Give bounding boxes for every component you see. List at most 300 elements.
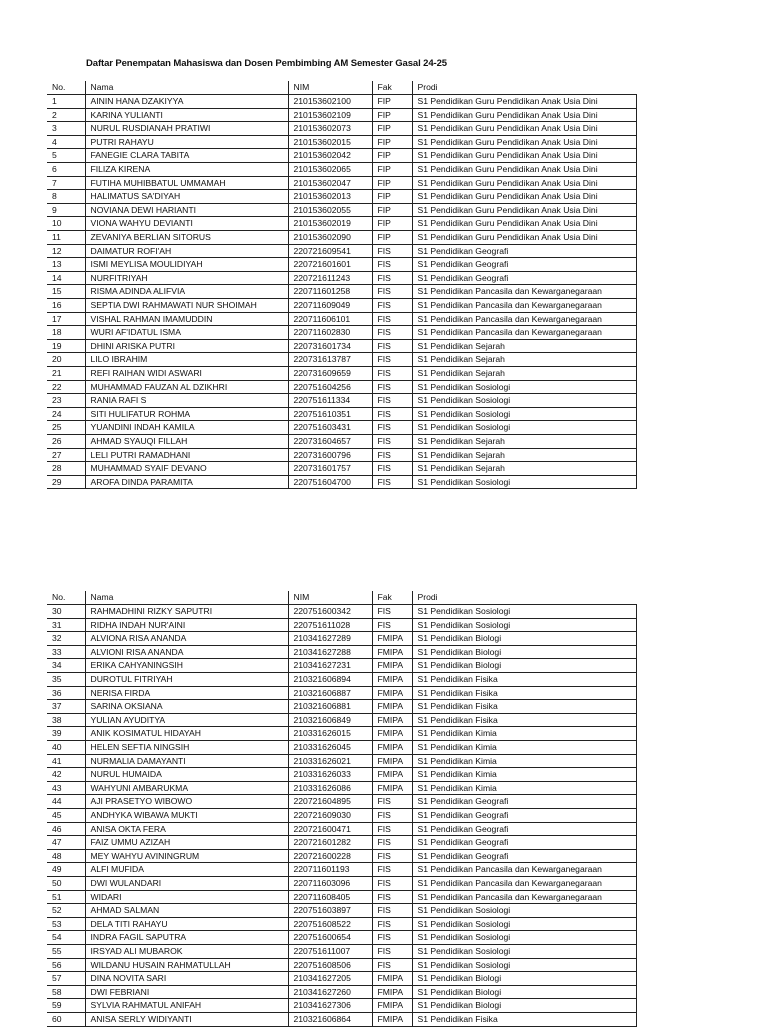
table-header-row <box>47 81 636 95</box>
header-nama: Nama <box>85 591 288 605</box>
cell-nama: VISHAL RAHMAN IMAMUDDIN <box>85 312 288 326</box>
table-row <box>47 645 636 659</box>
cell-nim: 220751600654 <box>288 931 372 945</box>
cell-nama: YULIAN AYUDITYA <box>85 713 288 727</box>
table-row <box>47 176 636 190</box>
cell-nim: 220751604256 <box>288 380 372 394</box>
table-row <box>47 285 636 299</box>
cell-prodi: S1 Pendidikan Sejarah <box>412 353 636 367</box>
table-row <box>47 632 636 646</box>
cell-nim: 220731601734 <box>288 339 372 353</box>
cell-prodi: S1 Pendidikan Fisika <box>412 1012 636 1026</box>
cell-prodi: S1 Pendidikan Biologi <box>412 645 636 659</box>
cell-no: 17 <box>47 312 85 326</box>
cell-nim: 220731613787 <box>288 353 372 367</box>
cell-fak: FMIPA <box>372 659 412 673</box>
table-row <box>47 985 636 999</box>
cell-no: 28 <box>47 462 85 476</box>
cell-no: 12 <box>47 244 85 258</box>
cell-fak: FIS <box>372 605 412 619</box>
cell-no: 55 <box>47 944 85 958</box>
cell-nama: SYLVIA RAHMATUL ANIFAH <box>85 999 288 1013</box>
cell-nim: 210153602109 <box>288 108 372 122</box>
cell-no: 47 <box>47 836 85 850</box>
cell-nim: 220751603431 <box>288 421 372 435</box>
placement-table-1 <box>47 81 637 489</box>
cell-prodi: S1 Pendidikan Sosiologi <box>412 917 636 931</box>
table-row <box>47 713 636 727</box>
cell-fak: FIS <box>372 380 412 394</box>
cell-no: 57 <box>47 972 85 986</box>
cell-fak: FIP <box>372 135 412 149</box>
table-row <box>47 135 636 149</box>
cell-nim: 210153602042 <box>288 149 372 163</box>
cell-no: 41 <box>47 754 85 768</box>
cell-no: 35 <box>47 673 85 687</box>
cell-prodi: S1 Pendidikan Sosiologi <box>412 407 636 421</box>
cell-fak: FIP <box>372 149 412 163</box>
table-row <box>47 673 636 687</box>
cell-nama: INDRA FAGIL SAPUTRA <box>85 931 288 945</box>
cell-no: 27 <box>47 448 85 462</box>
cell-nim: 210331626045 <box>288 741 372 755</box>
cell-no: 48 <box>47 849 85 863</box>
cell-nim: 210331626015 <box>288 727 372 741</box>
cell-nama: RAHMADHINI RIZKY SAPUTRI <box>85 605 288 619</box>
cell-no: 18 <box>47 326 85 340</box>
cell-fak: FIS <box>372 931 412 945</box>
table-row <box>47 917 636 931</box>
table-row <box>47 659 636 673</box>
cell-fak: FIS <box>372 849 412 863</box>
cell-fak: FIS <box>372 353 412 367</box>
table-row <box>47 849 636 863</box>
cell-nama: SEPTIA DWI RAHMAWATI NUR SHOIMAH <box>85 299 288 313</box>
cell-nim: 220721609030 <box>288 809 372 823</box>
cell-no: 38 <box>47 713 85 727</box>
table-row <box>47 122 636 136</box>
cell-nim: 220711602830 <box>288 326 372 340</box>
cell-no: 49 <box>47 863 85 877</box>
cell-fak: FIS <box>372 876 412 890</box>
table-row <box>47 822 636 836</box>
cell-prodi: S1 Pendidikan Guru Pendidikan Anak Usia Dini <box>412 95 636 109</box>
cell-nim: 210153602015 <box>288 135 372 149</box>
cell-no: 37 <box>47 700 85 714</box>
cell-fak: FIS <box>372 421 412 435</box>
cell-no: 58 <box>47 985 85 999</box>
table-row <box>47 686 636 700</box>
cell-prodi: S1 Pendidikan Sejarah <box>412 434 636 448</box>
cell-fak: FIS <box>372 434 412 448</box>
cell-no: 11 <box>47 231 85 245</box>
cell-prodi: S1 Pendidikan Kimia <box>412 741 636 755</box>
cell-nim: 210153602013 <box>288 190 372 204</box>
cell-nama: LILO IBRAHIM <box>85 353 288 367</box>
cell-prodi: S1 Pendidikan Kimia <box>412 768 636 782</box>
cell-fak: FIS <box>372 958 412 972</box>
cell-prodi: S1 Pendidikan Guru Pendidikan Anak Usia Dini <box>412 108 636 122</box>
cell-fak: FIS <box>372 475 412 489</box>
cell-fak: FMIPA <box>372 754 412 768</box>
cell-nim: 210341627289 <box>288 632 372 646</box>
cell-no: 1 <box>47 95 85 109</box>
cell-fak: FMIPA <box>372 999 412 1013</box>
cell-nim: 210341627231 <box>288 659 372 673</box>
cell-no: 34 <box>47 659 85 673</box>
cell-nama: RIDHA INDAH NUR'AINI <box>85 618 288 632</box>
cell-nim: 210321606894 <box>288 673 372 687</box>
cell-nama: WAHYUNI AMBARUKMA <box>85 781 288 795</box>
cell-prodi: S1 Pendidikan Biologi <box>412 972 636 986</box>
table-row <box>47 618 636 632</box>
cell-fak: FIS <box>372 407 412 421</box>
cell-nama: WILDANU HUSAIN RAHMATULLAH <box>85 958 288 972</box>
cell-fak: FIS <box>372 312 412 326</box>
cell-prodi: S1 Pendidikan Sosiologi <box>412 380 636 394</box>
cell-nim: 220721609541 <box>288 244 372 258</box>
cell-nama: DINA NOVITA SARI <box>85 972 288 986</box>
cell-fak: FMIPA <box>372 781 412 795</box>
cell-fak: FIP <box>372 95 412 109</box>
table-row <box>47 217 636 231</box>
cell-nim: 210153602047 <box>288 176 372 190</box>
cell-no: 14 <box>47 271 85 285</box>
cell-nim: 210153602065 <box>288 163 372 177</box>
cell-nama: PUTRI RAHAYU <box>85 135 288 149</box>
cell-fak: FIP <box>372 163 412 177</box>
cell-prodi: S1 Pendidikan Sejarah <box>412 462 636 476</box>
table-row <box>47 809 636 823</box>
cell-prodi: S1 Pendidikan Biologi <box>412 985 636 999</box>
cell-nim: 220731600796 <box>288 448 372 462</box>
cell-prodi: S1 Pendidikan Pancasila dan Kewarganegaraan <box>412 326 636 340</box>
cell-prodi: S1 Pendidikan Geografi <box>412 271 636 285</box>
cell-prodi: S1 Pendidikan Sejarah <box>412 448 636 462</box>
cell-fak: FIS <box>372 258 412 272</box>
header-prodi: Prodi <box>412 591 636 605</box>
cell-prodi: S1 Pendidikan Pancasila dan Kewarganegaraan <box>412 285 636 299</box>
table-row <box>47 326 636 340</box>
cell-prodi: S1 Pendidikan Pancasila dan Kewarganegaraan <box>412 890 636 904</box>
cell-prodi: S1 Pendidikan Sosiologi <box>412 618 636 632</box>
cell-fak: FMIPA <box>372 645 412 659</box>
header-fak: Fak <box>372 591 412 605</box>
cell-nama: RANIA RAFI S <box>85 394 288 408</box>
cell-prodi: S1 Pendidikan Biologi <box>412 659 636 673</box>
table-row <box>47 163 636 177</box>
cell-fak: FIS <box>372 366 412 380</box>
cell-no: 19 <box>47 339 85 353</box>
cell-prodi: S1 Pendidikan Geografi <box>412 836 636 850</box>
cell-fak: FMIPA <box>372 673 412 687</box>
cell-nim: 220711603096 <box>288 876 372 890</box>
cell-no: 31 <box>47 618 85 632</box>
cell-no: 10 <box>47 217 85 231</box>
cell-nim: 220751600342 <box>288 605 372 619</box>
cell-no: 32 <box>47 632 85 646</box>
table-row <box>47 890 636 904</box>
cell-nim: 210153602100 <box>288 95 372 109</box>
cell-nama: HALIMATUS SA'DIYAH <box>85 190 288 204</box>
cell-nim: 220721604895 <box>288 795 372 809</box>
table-row <box>47 299 636 313</box>
cell-fak: FIS <box>372 326 412 340</box>
cell-fak: FMIPA <box>372 686 412 700</box>
cell-prodi: S1 Pendidikan Guru Pendidikan Anak Usia Dini <box>412 190 636 204</box>
table-row <box>47 366 636 380</box>
cell-no: 3 <box>47 122 85 136</box>
cell-fak: FMIPA <box>372 700 412 714</box>
header-fak: Fak <box>372 81 412 95</box>
cell-fak: FIP <box>372 217 412 231</box>
cell-nim: 220751603897 <box>288 904 372 918</box>
table-row <box>47 434 636 448</box>
cell-fak: FIS <box>372 917 412 931</box>
cell-no: 22 <box>47 380 85 394</box>
header-no: No. <box>47 591 85 605</box>
table-row <box>47 754 636 768</box>
cell-nim: 210341627288 <box>288 645 372 659</box>
cell-nama: REFI RAIHAN WIDI ASWARI <box>85 366 288 380</box>
cell-nama: SITI HULIFATUR ROHMA <box>85 407 288 421</box>
table-row <box>47 271 636 285</box>
cell-no: 23 <box>47 394 85 408</box>
cell-nim: 220711606101 <box>288 312 372 326</box>
cell-nim: 220751611028 <box>288 618 372 632</box>
cell-fak: FIP <box>372 122 412 136</box>
cell-prodi: S1 Pendidikan Guru Pendidikan Anak Usia Dini <box>412 122 636 136</box>
cell-nama: HELEN SEFTIA NINGSIH <box>85 741 288 755</box>
cell-nim: 220711601193 <box>288 863 372 877</box>
cell-prodi: S1 Pendidikan Sosiologi <box>412 944 636 958</box>
cell-fak: FIS <box>372 339 412 353</box>
cell-prodi: S1 Pendidikan Geografi <box>412 258 636 272</box>
cell-nim: 210321606864 <box>288 1012 372 1026</box>
cell-no: 8 <box>47 190 85 204</box>
cell-nim: 220711608405 <box>288 890 372 904</box>
cell-fak: FMIPA <box>372 985 412 999</box>
table-row <box>47 863 636 877</box>
cell-fak: FIS <box>372 890 412 904</box>
cell-nim: 220721600471 <box>288 822 372 836</box>
table-row <box>47 836 636 850</box>
cell-fak: FMIPA <box>372 741 412 755</box>
cell-no: 45 <box>47 809 85 823</box>
document-title: Daftar Penempatan Mahasiswa dan Dosen Pembimbing AM Semester Gasal 24-25 <box>86 58 447 69</box>
cell-prodi: S1 Pendidikan Geografi <box>412 795 636 809</box>
table-row <box>47 244 636 258</box>
cell-nama: ANISA SERLY WIDIYANTI <box>85 1012 288 1026</box>
cell-prodi: S1 Pendidikan Sosiologi <box>412 931 636 945</box>
cell-nama: NURMALIA DAMAYANTI <box>85 754 288 768</box>
cell-nama: WURI AF'IDATUL ISMA <box>85 326 288 340</box>
table-row <box>47 944 636 958</box>
cell-no: 15 <box>47 285 85 299</box>
header-prodi: Prodi <box>412 81 636 95</box>
cell-no: 30 <box>47 605 85 619</box>
cell-nim: 220711601258 <box>288 285 372 299</box>
cell-no: 36 <box>47 686 85 700</box>
cell-no: 53 <box>47 917 85 931</box>
cell-prodi: S1 Pendidikan Geografi <box>412 849 636 863</box>
cell-no: 29 <box>47 475 85 489</box>
cell-no: 56 <box>47 958 85 972</box>
cell-nama: YUANDINI INDAH KAMILA <box>85 421 288 435</box>
cell-nama: MUHAMMAD FAUZAN AL DZIKHRI <box>85 380 288 394</box>
cell-nim: 210341627306 <box>288 999 372 1013</box>
cell-nim: 210341627260 <box>288 985 372 999</box>
cell-no: 7 <box>47 176 85 190</box>
cell-prodi: S1 Pendidikan Biologi <box>412 632 636 646</box>
cell-fak: FIP <box>372 190 412 204</box>
cell-nim: 210153602019 <box>288 217 372 231</box>
cell-nim: 210321606881 <box>288 700 372 714</box>
table-row <box>47 108 636 122</box>
cell-nama: DELA TITI RAHAYU <box>85 917 288 931</box>
table-row <box>47 353 636 367</box>
cell-prodi: S1 Pendidikan Fisika <box>412 673 636 687</box>
cell-nim: 220751610351 <box>288 407 372 421</box>
cell-no: 16 <box>47 299 85 313</box>
table-row <box>47 149 636 163</box>
cell-prodi: S1 Pendidikan Guru Pendidikan Anak Usia Dini <box>412 217 636 231</box>
table-row <box>47 203 636 217</box>
cell-fak: FIS <box>372 271 412 285</box>
cell-fak: FIS <box>372 448 412 462</box>
cell-nama: VIONA WAHYU DEVIANTI <box>85 217 288 231</box>
cell-prodi: S1 Pendidikan Fisika <box>412 700 636 714</box>
cell-no: 51 <box>47 890 85 904</box>
cell-prodi: S1 Pendidikan Geografi <box>412 244 636 258</box>
cell-nim: 220751608522 <box>288 917 372 931</box>
cell-fak: FIS <box>372 618 412 632</box>
table-row <box>47 231 636 245</box>
cell-no: 59 <box>47 999 85 1013</box>
table-row <box>47 727 636 741</box>
cell-nama: FAIZ UMMU AZIZAH <box>85 836 288 850</box>
cell-nama: AJI PRASETYO WIBOWO <box>85 795 288 809</box>
cell-no: 33 <box>47 645 85 659</box>
cell-nama: NERISA FIRDA <box>85 686 288 700</box>
cell-prodi: S1 Pendidikan Pancasila dan Kewarganegaraan <box>412 299 636 313</box>
cell-nim: 220721600228 <box>288 849 372 863</box>
cell-fak: FIS <box>372 394 412 408</box>
cell-nama: ALVIONI RISA ANANDA <box>85 645 288 659</box>
table-row <box>47 312 636 326</box>
cell-prodi: S1 Pendidikan Sosiologi <box>412 394 636 408</box>
cell-nim: 220751604700 <box>288 475 372 489</box>
cell-nama: FILIZA KIRENA <box>85 163 288 177</box>
cell-nama: MEY WAHYU AVININGRUM <box>85 849 288 863</box>
table-row <box>47 407 636 421</box>
cell-nama: AHMAD SYAUQI FILLAH <box>85 434 288 448</box>
cell-fak: FMIPA <box>372 1012 412 1026</box>
cell-nama: SARINA OKSIANA <box>85 700 288 714</box>
cell-fak: FIS <box>372 244 412 258</box>
table-row <box>47 781 636 795</box>
cell-nim: 220721601601 <box>288 258 372 272</box>
cell-nim: 220731601757 <box>288 462 372 476</box>
cell-nama: FANEGIE CLARA TABITA <box>85 149 288 163</box>
cell-nama: DUROTUL FITRIYAH <box>85 673 288 687</box>
table-row <box>47 394 636 408</box>
table-row <box>47 605 636 619</box>
cell-prodi: S1 Pendidikan Guru Pendidikan Anak Usia Dini <box>412 163 636 177</box>
cell-no: 4 <box>47 135 85 149</box>
cell-nim: 210331626086 <box>288 781 372 795</box>
cell-nama: ALVIONA RISA ANANDA <box>85 632 288 646</box>
header-nim: NIM <box>288 591 372 605</box>
cell-fak: FIS <box>372 795 412 809</box>
cell-nama: DWI WULANDARI <box>85 876 288 890</box>
cell-no: 42 <box>47 768 85 782</box>
cell-prodi: S1 Pendidikan Sosiologi <box>412 421 636 435</box>
table-row <box>47 258 636 272</box>
cell-prodi: S1 Pendidikan Sosiologi <box>412 958 636 972</box>
cell-prodi: S1 Pendidikan Guru Pendidikan Anak Usia Dini <box>412 176 636 190</box>
cell-fak: FIS <box>372 822 412 836</box>
cell-nim: 220711609049 <box>288 299 372 313</box>
cell-nim: 220731604657 <box>288 434 372 448</box>
cell-fak: FIS <box>372 299 412 313</box>
table-row <box>47 95 636 109</box>
cell-prodi: S1 Pendidikan Sosiologi <box>412 605 636 619</box>
table-row <box>47 741 636 755</box>
cell-nama: AHMAD SALMAN <box>85 904 288 918</box>
cell-fak: FMIPA <box>372 713 412 727</box>
table-row <box>47 380 636 394</box>
cell-nim: 220721601282 <box>288 836 372 850</box>
table-row <box>47 795 636 809</box>
cell-nama: LELI PUTRI RAMADHANI <box>85 448 288 462</box>
cell-fak: FIP <box>372 203 412 217</box>
cell-prodi: S1 Pendidikan Sosiologi <box>412 475 636 489</box>
cell-no: 6 <box>47 163 85 177</box>
table-row <box>47 931 636 945</box>
cell-nama: RISMA ADINDA ALIFVIA <box>85 285 288 299</box>
cell-fak: FIS <box>372 462 412 476</box>
cell-nim: 210331626021 <box>288 754 372 768</box>
cell-nama: NURUL RUSDIANAH PRATIWI <box>85 122 288 136</box>
cell-nim: 210321606849 <box>288 713 372 727</box>
table-row <box>47 700 636 714</box>
cell-nama: ERIKA CAHYANINGSIH <box>85 659 288 673</box>
cell-nim: 220751611007 <box>288 944 372 958</box>
placement-table-2 <box>47 591 637 1027</box>
cell-nama: IRSYAD ALI MUBAROK <box>85 944 288 958</box>
cell-prodi: S1 Pendidikan Sejarah <box>412 366 636 380</box>
cell-prodi: S1 Pendidikan Guru Pendidikan Anak Usia Dini <box>412 231 636 245</box>
cell-no: 21 <box>47 366 85 380</box>
cell-fak: FIS <box>372 944 412 958</box>
cell-no: 52 <box>47 904 85 918</box>
cell-nim: 220751611334 <box>288 394 372 408</box>
table-row <box>47 190 636 204</box>
cell-fak: FIS <box>372 809 412 823</box>
cell-nim: 220731609659 <box>288 366 372 380</box>
table-header-row <box>47 591 636 605</box>
cell-fak: FIS <box>372 863 412 877</box>
cell-no: 39 <box>47 727 85 741</box>
cell-nama: NURUL HUMAIDA <box>85 768 288 782</box>
table-row <box>47 999 636 1013</box>
cell-nama: DWI FEBRIANI <box>85 985 288 999</box>
cell-no: 40 <box>47 741 85 755</box>
table-row <box>47 462 636 476</box>
cell-fak: FMIPA <box>372 727 412 741</box>
cell-fak: FIS <box>372 285 412 299</box>
